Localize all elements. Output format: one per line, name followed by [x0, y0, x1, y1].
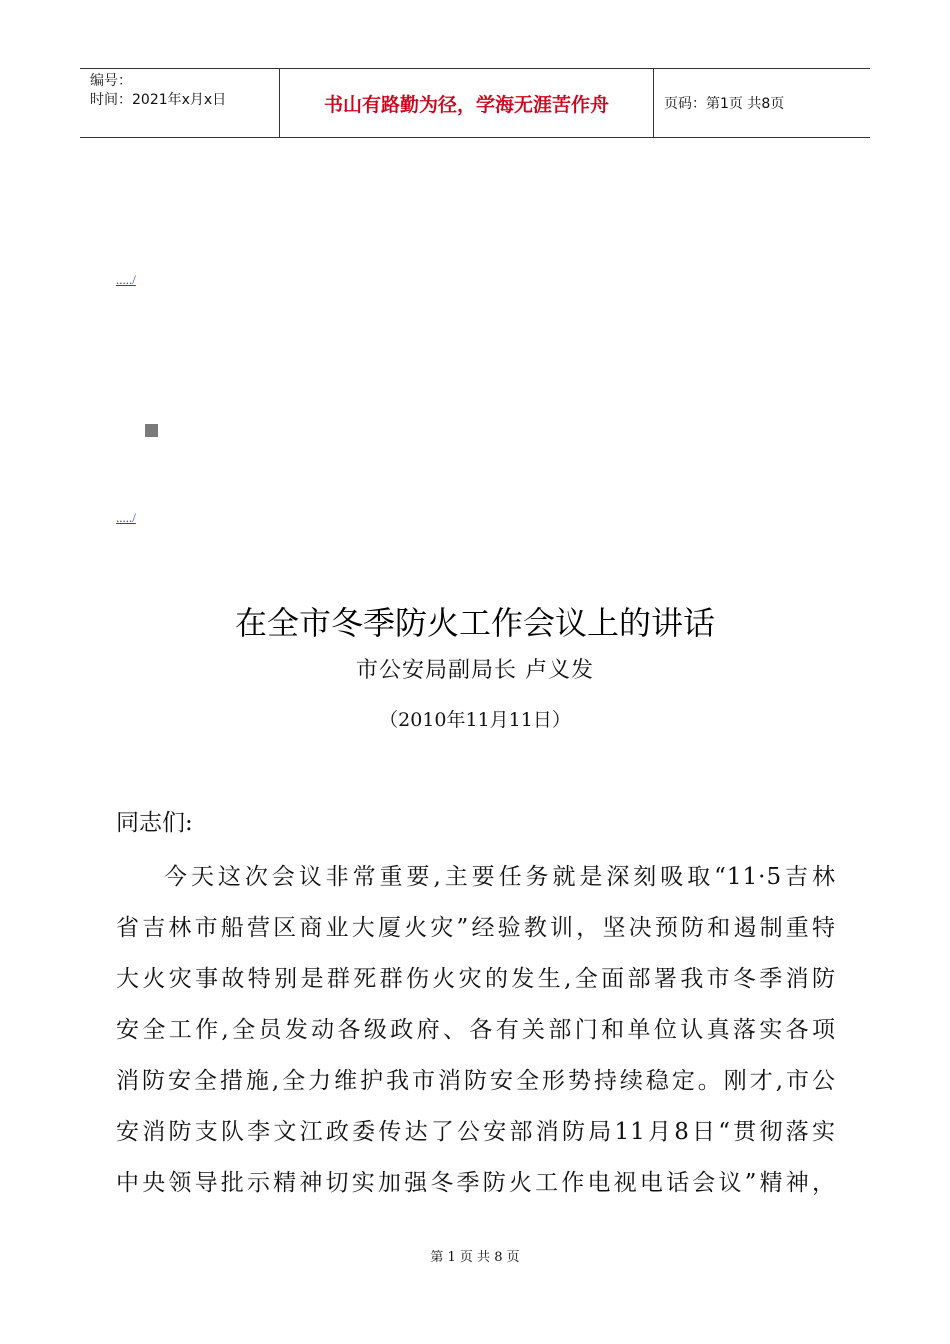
body-line: 大火灾事故特别是群死群伤火灾的发生,全面部署我市冬季消防	[116, 966, 836, 992]
number-label: 编号：	[90, 73, 132, 89]
placeholder-square-icon	[145, 424, 158, 437]
header-motto: 书山有路勤为径，学海无涯苦作舟	[280, 69, 654, 137]
body-line: 省吉林市船营区商业大厦火灾”经验教训，坚决预防和遏制重特	[116, 915, 836, 941]
time-label: 时间：2021年x月x日	[90, 92, 227, 108]
document-body	[116, 852, 836, 1209]
header-table	[80, 68, 870, 138]
body-line: 今天这次会议非常重要,主要任务就是深刻吸取“11·5吉林	[164, 864, 836, 890]
document-title: 在全市冬季防火工作会议上的讲话	[234, 604, 715, 642]
document-date: （2010年11月11日）	[379, 709, 571, 731]
body-line: 安全工作,全员发动各级政府、各有关部门和单位认真落实各项	[116, 1017, 836, 1043]
document-author: 市公安局副局长 卢义发	[356, 658, 594, 683]
header-page-info: 页码：第1页 共8页	[664, 96, 785, 112]
greeting: 同志们:	[116, 810, 193, 836]
link-2[interactable]: ...../	[116, 510, 136, 525]
body-line: 中央领导批示精神切实加强冬季防火工作电视电话会议”精神，	[116, 1170, 836, 1196]
link-1[interactable]: ...../	[116, 272, 136, 287]
page-footer: 第 1 页 共 8 页	[430, 1250, 520, 1265]
header-meta	[80, 69, 280, 137]
body-line: 安消防支队李文江政委传达了公安部消防局11月8日“贯彻落实	[116, 1119, 836, 1145]
body-line: 消防安全措施,全力维护我市消防安全形势持续稳定。刚才,市公	[116, 1068, 836, 1094]
